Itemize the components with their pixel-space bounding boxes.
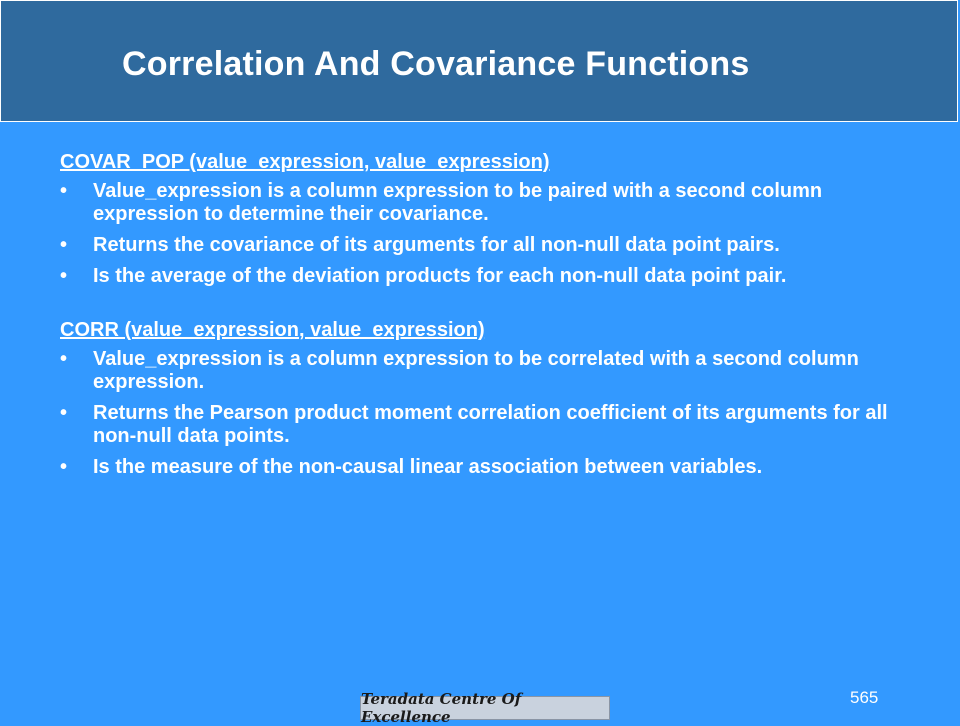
bullet-text: Returns the Pearson product moment correlation coefficient of its arguments for all non-null data points.	[93, 402, 888, 447]
page-number: 565	[850, 688, 879, 707]
bullet-item	[60, 456, 920, 479]
bullet-item	[60, 265, 920, 288]
bullet-dot-icon: •	[60, 265, 68, 287]
title-bar	[0, 0, 958, 122]
bullet-list	[60, 180, 920, 288]
footer-logo: Teradata Centre Of Excellence	[360, 696, 610, 720]
bullet-text: Is the average of the deviation products for each non-null data point pair.	[93, 265, 787, 287]
bullet-list	[60, 348, 920, 479]
bullet-item	[60, 180, 920, 226]
slide-content	[60, 148, 920, 487]
bullet-dot-icon: •	[60, 402, 68, 424]
bullet-text: Is the measure of the non-causal linear association between variables.	[93, 456, 763, 478]
bullet-dot-icon: •	[60, 456, 68, 478]
section-heading: CORR (value_expression, value_expression)	[60, 319, 485, 341]
covar-pop-section	[60, 148, 920, 288]
bullet-item	[60, 402, 920, 448]
bullet-text: Returns the covariance of its arguments for all non-null data point pairs.	[93, 234, 780, 256]
bullet-dot-icon: •	[60, 180, 68, 202]
bullet-dot-icon: •	[60, 234, 68, 256]
bullet-item	[60, 348, 920, 394]
slide-title: Correlation And Covariance Functions	[122, 45, 750, 83]
bullet-item	[60, 234, 920, 257]
bullet-text: Value_expression is a column expression to be paired with a second column expression to determine their covariance.	[93, 180, 823, 225]
section-heading: COVAR_POP (value_expression, value_expression)	[60, 151, 550, 173]
bullet-text: Value_expression is a column expression to be correlated with a second column expression.	[93, 348, 859, 393]
bullet-dot-icon: •	[60, 348, 68, 370]
corr-section	[60, 316, 920, 479]
